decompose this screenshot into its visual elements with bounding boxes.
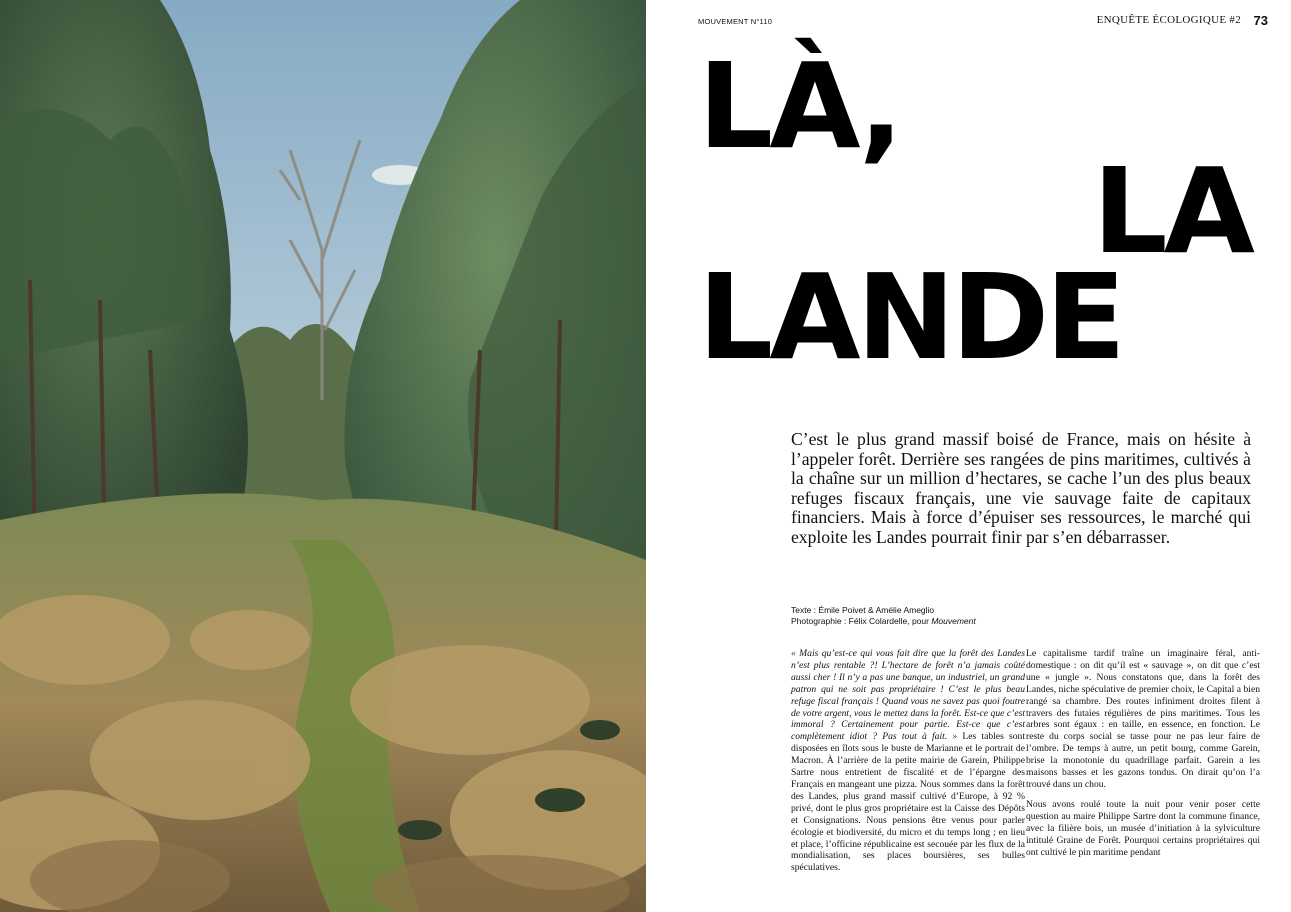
photo-credit-publication: Mouvement <box>931 615 976 626</box>
photo-credit <box>791 616 976 627</box>
body-column-1 <box>791 648 1025 882</box>
magazine-issue-label: MOUVEMENT N°110 <box>698 17 773 26</box>
right-page <box>646 0 1291 912</box>
lede-paragraph: C’est le plus grand massif boisé de France, mais on hésite à l’appeler forêt. Derrière ses rangées de pins maritimes, cultivés à la chaîne sur un million d’hectares, se cache l’un des plus beaux refuges fiscaux français, une vie sauvage faite de capitaux financiers. Mais à force d’épuiser ses ressources, le marché qui exploite les Landes pourrait finir par s’en débarrasser. <box>791 429 1251 547</box>
page-number: 73 <box>1253 13 1268 28</box>
opening-quote: « Mais qu’est-ce qui vous fait dire que la forêt des Landes n’est plus rentable ?! L’hectare de forêt n’a jamais coûté aussi cher ! Il n’y a pas une banque, un industriel, un grand patron qui ne soit pas propriétaire ! C’est le plus beau refuge fiscal français ! Quand vous ne savez pas quoi foutre de votre argent, vous le mettez dans la forêt. Est-ce que c’est immoral ? Certainement pour partie. Est-ce que c’est complètement idiot ? Pas tout à fait. » <box>791 648 1025 743</box>
body-paragraph: Nous avons roulé toute la nuit pour venir poser cette question au maire Philippe Sartre dont la commune finance, avec la filière bois, un musée d’initiation à la sylviculture intitulé Graine de Forêt. Pourquoi certains propriétaires qui ont cultivé le pin maritime pendant <box>1026 798 1260 858</box>
body-column-2 <box>1026 648 1260 866</box>
text-credit: Texte : Émile Poivet & Amélie Ameglio <box>791 605 935 615</box>
headline-line-2: LA <box>1092 142 1251 280</box>
body-text: Les tables sont disposées en îlots sous le buste de Marianne et le portrait de Macron. À l’arrière de la petite mairie de Garein, Philippe Sartre nous entretient de fiscalité et de l’épargne des Français en mangeant une pizza. Nous sommes dans la forêt des Landes, plus grand massif cultivé d’Europe, à 92 % privé, dont le plus gros propriétaire est la Caisse des Dépôts et Consignations. Nous pensions être venus pour parler écologie et biodiversité, du micro et du temps long ; en lieu et place, l’officine républicaine est secouée par les flux de la mondialisation, ses places boursières, ses bulles spéculatives. <box>791 731 1025 874</box>
credits <box>791 605 976 626</box>
section-label: ENQUÊTE ÉCOLOGIQUE #2 <box>1096 14 1241 26</box>
photo-credit-prefix: Photographie : Félix Colardelle, pour <box>791 615 932 626</box>
body-paragraph <box>791 648 1025 874</box>
headline-line-3: LANDE <box>698 248 1122 386</box>
body-paragraph: Le capitalisme tardif traîne un imaginaire féral, anti-domestique : on dit qu’il est « sauvage », on dit que c’est une « jungle ». Nous constatons que, dans la forêt des Landes, niche spéculative de premier choix, le Capital a bien rangé sa chambre. Des routes infiniment droites filent à travers des futaies régulières de pins maritimes. Tous les arbres sont égaux : en taille, en essence, en fonction. Le reste du corps social se tasse pour ne pas leur faire de l’ombre. De temps à autre, un petit bourg, comme Garein, brise la monotonie du quadrillage parfait. Garein a les maisons basses et les gazons tondus. On dirait qu’on l’a trouvé dans un chou. <box>1026 648 1260 790</box>
headline-line-1: LÀ, <box>698 37 900 175</box>
